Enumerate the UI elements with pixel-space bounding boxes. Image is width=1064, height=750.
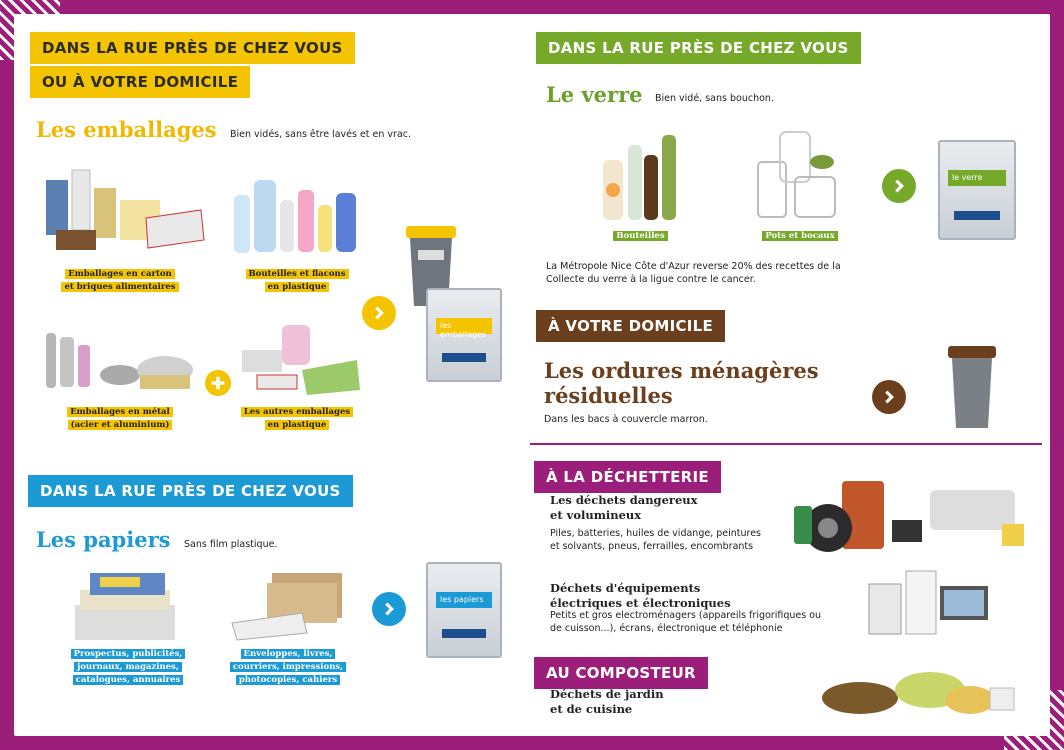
plus-icon — [205, 370, 231, 396]
emballages-container: les emballages — [426, 288, 502, 382]
banner-dechetterie: À LA DÉCHETTERIE — [534, 461, 721, 493]
carton-packaging-image — [36, 160, 206, 255]
electronics-image — [864, 566, 994, 638]
caption-metal: Emballages en métal (acier et aluminium) — [45, 406, 195, 432]
banner-home-ordures: À VOTRE DOMICILE — [536, 310, 725, 342]
brown-lid-bin-icon — [946, 344, 998, 430]
glass-bottles-image — [598, 115, 683, 227]
compost-image — [820, 660, 1020, 718]
papiers-container: les papiers — [426, 562, 502, 658]
envelopes-image — [222, 568, 352, 643]
section-divider — [530, 443, 1042, 445]
other-plastic-image — [232, 320, 367, 398]
caption-bouteilles: Bouteilles — [598, 230, 683, 243]
item-title-compost: Déchets de jardin et de cuisine — [550, 687, 664, 716]
section-subtitle: Bien vidé, sans bouchon. — [655, 93, 774, 104]
caption-enveloppes: Enveloppes, livres, courriers, impressions, photocopies, cahiers — [218, 648, 358, 687]
caption-plastic-bottles: Bouteilles et flacons en plastique — [222, 268, 372, 294]
section-title-verre: Le verre — [546, 82, 643, 107]
section-subtitle: Dans les bacs à couvercle marron. — [544, 414, 708, 425]
banner-composteur: AU COMPOSTEUR — [534, 657, 708, 689]
caption-prospectus: Prospectus, publicités, journaux, magazines, catalogues, annuaires — [58, 648, 198, 687]
magazines-image — [70, 565, 180, 645]
item-title-dangereux: Les déchets dangereux et volumineux — [550, 493, 698, 522]
item-title-deee: Déchets d'équipements électriques et électroniques — [550, 581, 731, 610]
banner-street-verre: DANS LA RUE PRÈS DE CHEZ VOUS — [536, 32, 861, 64]
metal-packaging-image — [40, 325, 200, 397]
verre-container: le verre — [938, 140, 1016, 240]
banner-street-papiers: DANS LA RUE PRÈS DE CHEZ VOUS — [28, 475, 353, 507]
section-title-emballages: Les emballages — [36, 117, 217, 142]
item-desc-deee: Petits et gros electroménagers (appareils frigorifiques ou de cuisson...), écrans, électronique et téléphonie — [550, 610, 822, 634]
banner-home: OU À VOTRE DOMICILE — [30, 66, 250, 98]
caption-other-plastic: Les autres emballages en plastique — [222, 406, 372, 432]
chevron-right-icon — [872, 380, 906, 414]
item-desc-dangereux: Piles, batteries, huiles de vidange, peintures et solvants, pneus, ferrailles, encombrants — [550, 528, 762, 552]
caption-pots: Pots et bocaux — [750, 230, 850, 243]
section-subtitle: Sans film plastique. — [184, 539, 278, 550]
verre-note: La Métropole Nice Côte d'Azur reverse 20% des recettes de la Collecte du verre à la ligue contre le cancer. — [546, 261, 841, 285]
chevron-right-icon — [882, 169, 916, 203]
plastic-bottles-image — [226, 165, 366, 257]
chevron-right-icon — [362, 296, 396, 330]
caption-carton: Emballages en carton et briques alimentaires — [45, 268, 195, 294]
chevron-right-icon — [372, 592, 406, 626]
glass-jars-image — [750, 122, 850, 222]
hazardous-waste-image — [790, 476, 1035, 556]
section-title-ordures: Les ordures ménagères résiduelles — [544, 358, 819, 408]
section-subtitle: Bien vidés, sans être lavés et en vrac. — [230, 129, 412, 140]
section-title-papiers: Les papiers — [36, 527, 171, 552]
banner-street: DANS LA RUE PRÈS DE CHEZ VOUS — [30, 32, 355, 64]
